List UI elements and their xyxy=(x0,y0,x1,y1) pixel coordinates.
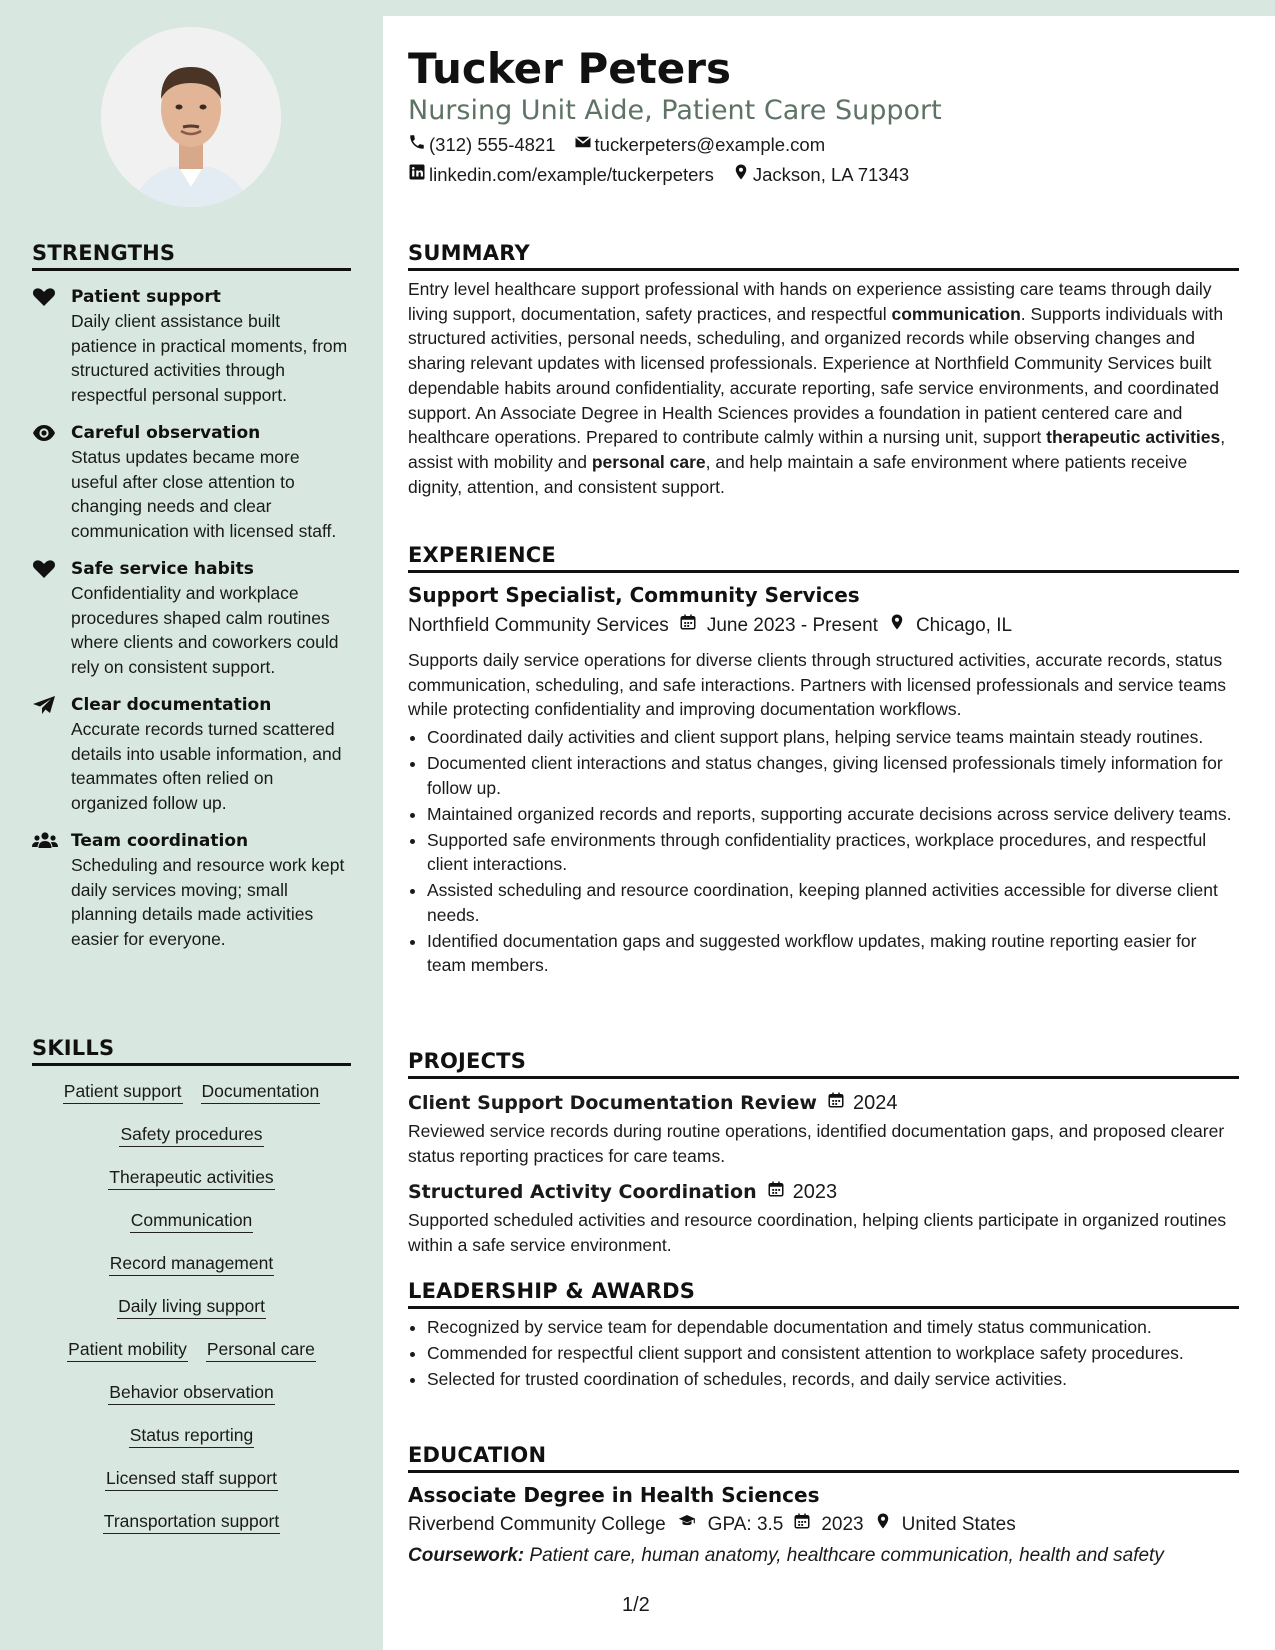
leadership-bullet: • Commended for respectful client support and consistent attention to workplace safety procedures. xyxy=(427,1341,1239,1366)
phone-icon xyxy=(408,130,426,160)
profile-photo xyxy=(101,27,281,207)
leadership-bullet: • Recognized by service team for dependable documentation and timely status communication. xyxy=(427,1315,1239,1340)
job-dates: June 2023 - Present xyxy=(706,615,878,636)
map-pin-icon xyxy=(874,1511,892,1539)
skill-tag: Status reporting xyxy=(129,1424,255,1448)
skill-tag: Licensed staff support xyxy=(105,1467,278,1491)
linkedin[interactable] xyxy=(408,160,714,190)
experience-bullet: • Identified documentation gaps and suggested workflow updates, making routine reporting easier for team members. xyxy=(427,929,1239,978)
job-bullets xyxy=(408,725,1239,978)
graduation-cap-icon xyxy=(676,1511,698,1539)
strength-title: Safe service habits xyxy=(71,559,254,579)
skill-tag: Patient mobility xyxy=(67,1338,188,1362)
project-description: Supported scheduled activities and resource coordination, helping clients participate in organized routines within a safe service environment. xyxy=(408,1210,1227,1256)
envelope-icon xyxy=(574,130,592,160)
skill-tag: Patient support xyxy=(63,1080,183,1104)
skill-row xyxy=(32,1424,351,1448)
phone xyxy=(408,130,556,160)
users-icon xyxy=(32,831,56,851)
project-year: 2023 xyxy=(792,1181,838,1204)
projects-section xyxy=(408,1049,1239,1258)
skills-list xyxy=(32,1080,351,1534)
strength-item xyxy=(32,285,351,407)
skill-tag: Transportation support xyxy=(103,1510,280,1534)
paper-plane-icon xyxy=(32,695,56,715)
job-location: Chicago, IL xyxy=(915,615,1013,636)
experience-bullet: • Documented client interactions and status changes, giving licensed professionals timely information for follow up. xyxy=(427,751,1239,800)
projects-title: PROJECTS xyxy=(408,1049,1239,1079)
job-title: Support Specialist, Community Services xyxy=(408,583,860,607)
leadership-bullet: • Selected for trusted coordination of schedules, records, and daily service activities. xyxy=(427,1367,1239,1392)
project-name: Client Support Documentation Review xyxy=(408,1092,817,1114)
gpa: GPA: 3.5 xyxy=(707,1514,784,1535)
strength-title: Patient support xyxy=(71,287,221,307)
skill-tag: Daily living support xyxy=(117,1295,266,1319)
leadership-bullets xyxy=(408,1315,1239,1392)
skill-tag: Documentation xyxy=(201,1080,321,1104)
project-name: Structured Activity Coordination xyxy=(408,1181,757,1204)
leadership-section xyxy=(408,1279,1239,1393)
project-item xyxy=(408,1178,1239,1257)
calendar-icon xyxy=(827,1089,845,1117)
skill-tag: Record management xyxy=(109,1252,274,1276)
project-list xyxy=(408,1089,1239,1258)
map-pin-icon xyxy=(732,160,750,190)
project-item xyxy=(408,1089,1239,1168)
skill-row xyxy=(32,1252,351,1276)
experience-bullet: • Coordinated daily activities and client support plans, helping service teams maintain steady routines. xyxy=(427,725,1239,750)
strengths-section xyxy=(32,241,351,965)
skill-tag: Therapeutic activities xyxy=(108,1166,274,1190)
skill-row xyxy=(32,1467,351,1491)
heart-icon xyxy=(32,287,56,307)
skill-tag: Personal care xyxy=(206,1338,316,1362)
skill-row xyxy=(32,1510,351,1534)
contact-row-2 xyxy=(408,160,1239,190)
strength-description: Confidentiality and workplace procedures shaped calm routines where clients and coworkers could rely on consistent support. xyxy=(71,583,339,677)
skill-row xyxy=(32,1338,351,1362)
summary-text: Entry level healthcare support professional with hands on experience assisting care teams through daily living support, documentation, safety practices, and respectful communication. Supports individuals with structured activities, personal needs, scheduling, and organized records while observing changes and sharing relevant updates with licensed professionals. Experience at Northfield Community Services built dependable habits around confidentiality, accurate reporting, safe service environments, and coordinated support. An Associate Degree in Health Sciences provides a foundation in patient centered care and healthcare operations. Prepared to contribute calmly within a nursing unit, support therapeutic activities, assist with mobility and personal care, and help maintain a safe environment where patients receive dignity, attention, and consistent support. xyxy=(408,279,1226,497)
job-description: Supports daily service operations for diverse clients through structured activities, accurate records, status communication, scheduling, and safe interactions. Partners with licensed professionals and service teams while protecting confidentiality and improving documentation workflows. xyxy=(408,650,1227,720)
graduation-year: 2023 xyxy=(821,1514,864,1535)
education-title: EDUCATION xyxy=(408,1443,1239,1473)
skills-title: SKILLS xyxy=(32,1036,351,1066)
skill-tag: Communication xyxy=(130,1209,254,1233)
project-year: 2024 xyxy=(852,1092,898,1114)
strength-description: Scheduling and resource work kept daily services moving; small planning details made activities easier for everyone. xyxy=(71,855,345,949)
experience-title: EXPERIENCE xyxy=(408,543,1239,573)
strength-title: Careful observation xyxy=(71,423,261,443)
strengths-list xyxy=(32,285,351,951)
skill-row xyxy=(32,1295,351,1319)
phone-text: (312) 555-4821 xyxy=(429,134,556,155)
page-number: 1/2 xyxy=(622,1594,650,1616)
skill-row xyxy=(32,1080,351,1104)
coursework: Coursework: Patient care, human anatomy, healthcare communication, health and safety xyxy=(408,1545,1164,1566)
skill-tag: Safety procedures xyxy=(119,1123,263,1147)
linkedin-icon xyxy=(408,160,426,190)
education-section xyxy=(408,1443,1239,1570)
summary-section xyxy=(408,241,1239,499)
experience-bullet: • Assisted scheduling and resource coordination, keeping planned activities accessible for diverse client needs. xyxy=(427,878,1239,927)
location xyxy=(732,160,909,190)
strength-description: Daily client assistance built patience in practical moments, from structured activities through respectful personal support. xyxy=(71,311,348,405)
experience-bullet: • Maintained organized records and reports, supporting accurate decisions across service delivery teams. xyxy=(427,802,1239,827)
calendar-icon xyxy=(679,612,697,640)
experience-bullet: • Supported safe environments through confidentiality practices, workplace procedures, and respectful client interactions. xyxy=(427,828,1239,877)
strength-item xyxy=(32,421,351,543)
header xyxy=(408,44,1239,190)
candidate-role: Nursing Unit Aide, Patient Care Support xyxy=(408,95,942,126)
strength-description: Status updates became more useful after close attention to changing needs and clear communication with licensed staff. xyxy=(71,447,337,541)
map-pin-icon xyxy=(888,612,906,640)
experience-section xyxy=(408,543,1239,979)
degree-name: Associate Degree in Health Sciences xyxy=(408,1483,820,1507)
skill-tag: Behavior observation xyxy=(108,1381,274,1405)
email[interactable] xyxy=(574,130,826,160)
calendar-icon xyxy=(767,1178,785,1206)
job-meta xyxy=(408,612,1239,640)
education-meta xyxy=(408,1511,1239,1539)
project-description: Reviewed service records during routine operations, identified documentation gaps, and proposed clearer status reporting practices for care teams. xyxy=(408,1121,1225,1166)
leadership-title: LEADERSHIP & AWARDS xyxy=(408,1279,1239,1309)
project-header xyxy=(408,1089,1239,1117)
heart-icon xyxy=(32,559,56,579)
strength-item xyxy=(32,557,351,679)
skill-row xyxy=(32,1209,351,1233)
strength-item xyxy=(32,693,351,815)
school-location: United States xyxy=(901,1514,1016,1535)
strength-title: Clear documentation xyxy=(71,695,272,715)
linkedin-text: linkedin.com/example/tuckerpeters xyxy=(429,164,714,185)
strength-item xyxy=(32,829,351,951)
company-name: Northfield Community Services xyxy=(408,615,669,636)
school-name: Riverbend Community College xyxy=(408,1514,666,1535)
candidate-name: Tucker Peters xyxy=(408,44,731,93)
strength-title: Team coordination xyxy=(71,831,249,851)
skill-row xyxy=(32,1123,351,1147)
eye-icon xyxy=(32,423,56,443)
skill-row xyxy=(32,1166,351,1190)
strength-description: Accurate records turned scattered details into usable information, and teammates often relied on organized follow up. xyxy=(71,719,342,813)
summary-title: SUMMARY xyxy=(408,241,1239,271)
strengths-title: STRENGTHS xyxy=(32,241,351,271)
location-text: Jackson, LA 71343 xyxy=(752,164,910,185)
calendar-icon xyxy=(793,1511,811,1539)
project-header xyxy=(408,1178,1239,1206)
contact-row-1 xyxy=(408,130,1239,160)
skills-section xyxy=(32,1036,351,1553)
skill-row xyxy=(32,1381,351,1405)
email-text: tuckerpeters@example.com xyxy=(594,134,826,155)
